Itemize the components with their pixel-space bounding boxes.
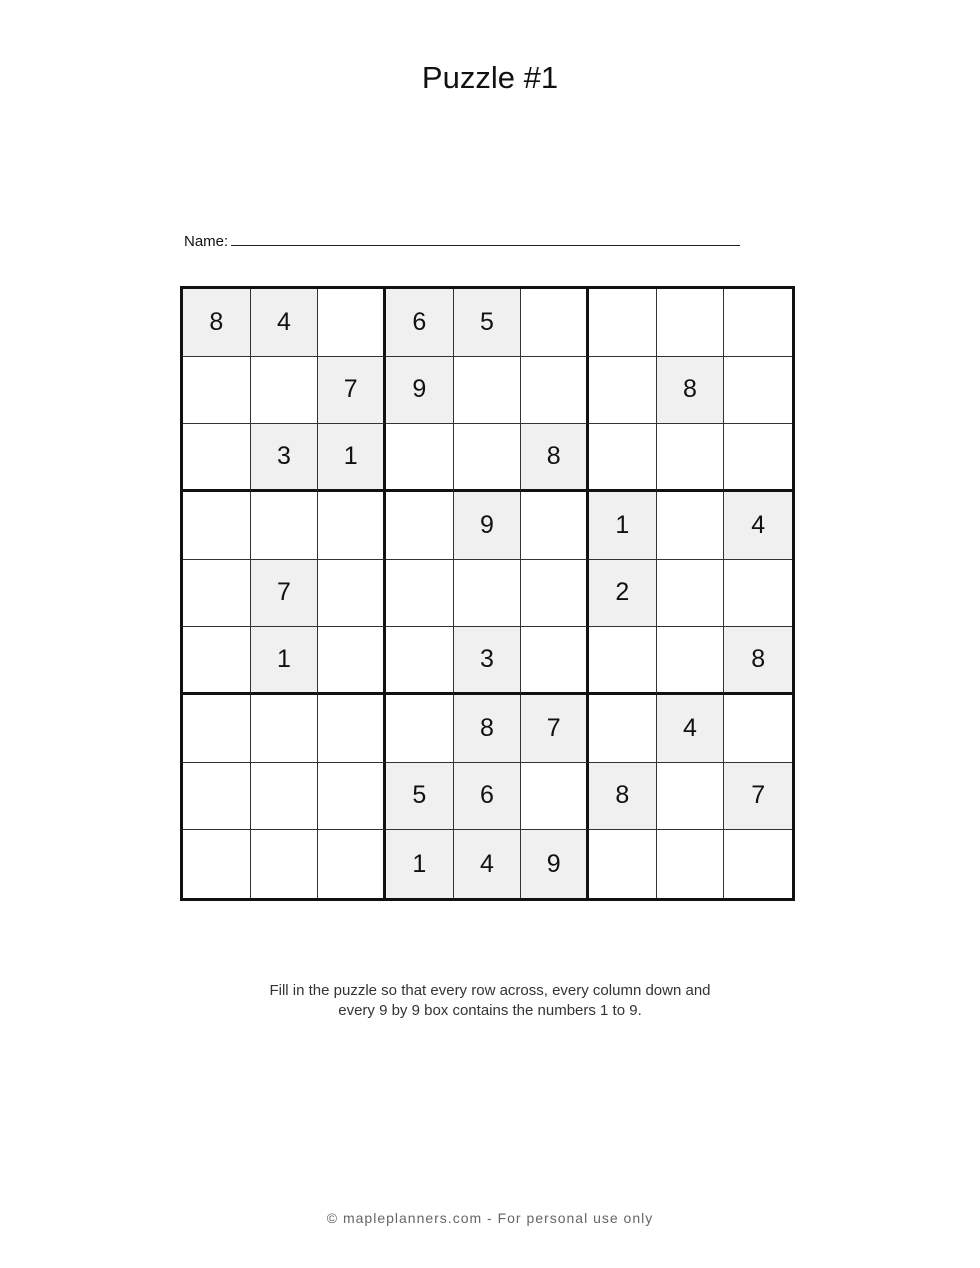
sudoku-cell-r9-c9[interactable] [724, 830, 792, 898]
instructions [0, 981, 980, 1021]
sudoku-cell-r9-c4: 1 [386, 830, 454, 898]
name-label: Name: [184, 233, 229, 250]
sudoku-cell-r5-c3[interactable] [318, 560, 386, 628]
sudoku-cell-r9-c1[interactable] [183, 830, 251, 898]
sudoku-cell-r2-c1[interactable] [183, 357, 251, 425]
sudoku-cell-r5-c1[interactable] [183, 560, 251, 628]
sudoku-cell-r4-c6[interactable] [521, 492, 589, 560]
sudoku-cell-r4-c3[interactable] [318, 492, 386, 560]
name-field [184, 231, 740, 252]
sudoku-cell-r9-c2[interactable] [251, 830, 319, 898]
sudoku-cell-r4-c1[interactable] [183, 492, 251, 560]
sudoku-cell-r2-c8: 8 [657, 357, 725, 425]
sudoku-cell-r1-c4: 6 [386, 289, 454, 357]
name-input-line[interactable] [231, 231, 740, 246]
sudoku-cell-r6-c4[interactable] [386, 627, 454, 695]
sudoku-cell-r7-c7[interactable] [589, 695, 657, 763]
sudoku-cell-r6-c5: 3 [454, 627, 522, 695]
sudoku-cell-r7-c9[interactable] [724, 695, 792, 763]
sudoku-cell-r2-c2[interactable] [251, 357, 319, 425]
sudoku-cell-r7-c4[interactable] [386, 695, 454, 763]
sudoku-cell-r3-c4[interactable] [386, 424, 454, 492]
sudoku-cell-r8-c6[interactable] [521, 763, 589, 831]
sudoku-cell-r3-c8[interactable] [657, 424, 725, 492]
sudoku-cell-r1-c3[interactable] [318, 289, 386, 357]
instructions-line-1: Fill in the puzzle so that every row across, every column down and [269, 982, 711, 999]
sudoku-cell-r6-c2: 1 [251, 627, 319, 695]
sudoku-cell-r8-c1[interactable] [183, 763, 251, 831]
sudoku-cell-r1-c6[interactable] [521, 289, 589, 357]
sudoku-cell-r2-c4: 9 [386, 357, 454, 425]
sudoku-cell-r9-c3[interactable] [318, 830, 386, 898]
sudoku-cell-r7-c3[interactable] [318, 695, 386, 763]
sudoku-cell-r3-c7[interactable] [589, 424, 657, 492]
sudoku-cell-r7-c2[interactable] [251, 695, 319, 763]
sudoku-cell-r5-c5[interactable] [454, 560, 522, 628]
sudoku-cell-r9-c6: 9 [521, 830, 589, 898]
sudoku-cell-r1-c8[interactable] [657, 289, 725, 357]
sudoku-cell-r6-c1[interactable] [183, 627, 251, 695]
sudoku-cell-r7-c5: 8 [454, 695, 522, 763]
sudoku-cell-r5-c6[interactable] [521, 560, 589, 628]
sudoku-cell-r4-c5: 9 [454, 492, 522, 560]
sudoku-cell-r7-c8: 4 [657, 695, 725, 763]
page-title: Puzzle #1 [421, 60, 559, 95]
sudoku-cell-r3-c3: 1 [318, 424, 386, 492]
sudoku-cell-r5-c2: 7 [251, 560, 319, 628]
sudoku-cell-r3-c6: 8 [521, 424, 589, 492]
sudoku-cell-r6-c3[interactable] [318, 627, 386, 695]
sudoku-cell-r3-c1[interactable] [183, 424, 251, 492]
sudoku-cell-r2-c6[interactable] [521, 357, 589, 425]
sudoku-cell-r7-c1[interactable] [183, 695, 251, 763]
sudoku-cell-r6-c6[interactable] [521, 627, 589, 695]
sudoku-cell-r3-c5[interactable] [454, 424, 522, 492]
sudoku-grid [180, 286, 795, 901]
sudoku-cell-r4-c9: 4 [724, 492, 792, 560]
sudoku-cell-r4-c4[interactable] [386, 492, 454, 560]
sudoku-cell-r5-c8[interactable] [657, 560, 725, 628]
sudoku-cell-r8-c9: 7 [724, 763, 792, 831]
sudoku-cell-r9-c5: 4 [454, 830, 522, 898]
sudoku-cell-r8-c5: 6 [454, 763, 522, 831]
sudoku-cell-r5-c7: 2 [589, 560, 657, 628]
sudoku-cell-r8-c4: 5 [386, 763, 454, 831]
sudoku-cell-r1-c5: 5 [454, 289, 522, 357]
copyright-footer: © mapleplanners.com - For personal use only [326, 1210, 654, 1226]
sudoku-cell-r3-c9[interactable] [724, 424, 792, 492]
instructions-line-2: every 9 by 9 box contains the numbers 1 to 9. [338, 1002, 642, 1019]
sudoku-cell-r2-c3: 7 [318, 357, 386, 425]
sudoku-cell-r2-c9[interactable] [724, 357, 792, 425]
sudoku-cell-r9-c8[interactable] [657, 830, 725, 898]
sudoku-cell-r5-c4[interactable] [386, 560, 454, 628]
sudoku-cell-r6-c9: 8 [724, 627, 792, 695]
sudoku-cell-r8-c8[interactable] [657, 763, 725, 831]
sudoku-cell-r1-c1: 8 [183, 289, 251, 357]
sudoku-cell-r1-c9[interactable] [724, 289, 792, 357]
sudoku-cell-r1-c2: 4 [251, 289, 319, 357]
sudoku-cell-r4-c7: 1 [589, 492, 657, 560]
sudoku-cell-r3-c2: 3 [251, 424, 319, 492]
sudoku-cell-r2-c7[interactable] [589, 357, 657, 425]
sudoku-cell-r8-c2[interactable] [251, 763, 319, 831]
sudoku-cell-r6-c8[interactable] [657, 627, 725, 695]
sudoku-cell-r5-c9[interactable] [724, 560, 792, 628]
sudoku-cell-r7-c6: 7 [521, 695, 589, 763]
sudoku-board [180, 286, 795, 901]
sudoku-cell-r8-c7: 8 [589, 763, 657, 831]
sudoku-cell-r9-c7[interactable] [589, 830, 657, 898]
sudoku-cell-r6-c7[interactable] [589, 627, 657, 695]
sudoku-cell-r4-c8[interactable] [657, 492, 725, 560]
sudoku-cell-r1-c7[interactable] [589, 289, 657, 357]
sudoku-cell-r8-c3[interactable] [318, 763, 386, 831]
sudoku-cell-r2-c5[interactable] [454, 357, 522, 425]
sudoku-cell-r4-c2[interactable] [251, 492, 319, 560]
